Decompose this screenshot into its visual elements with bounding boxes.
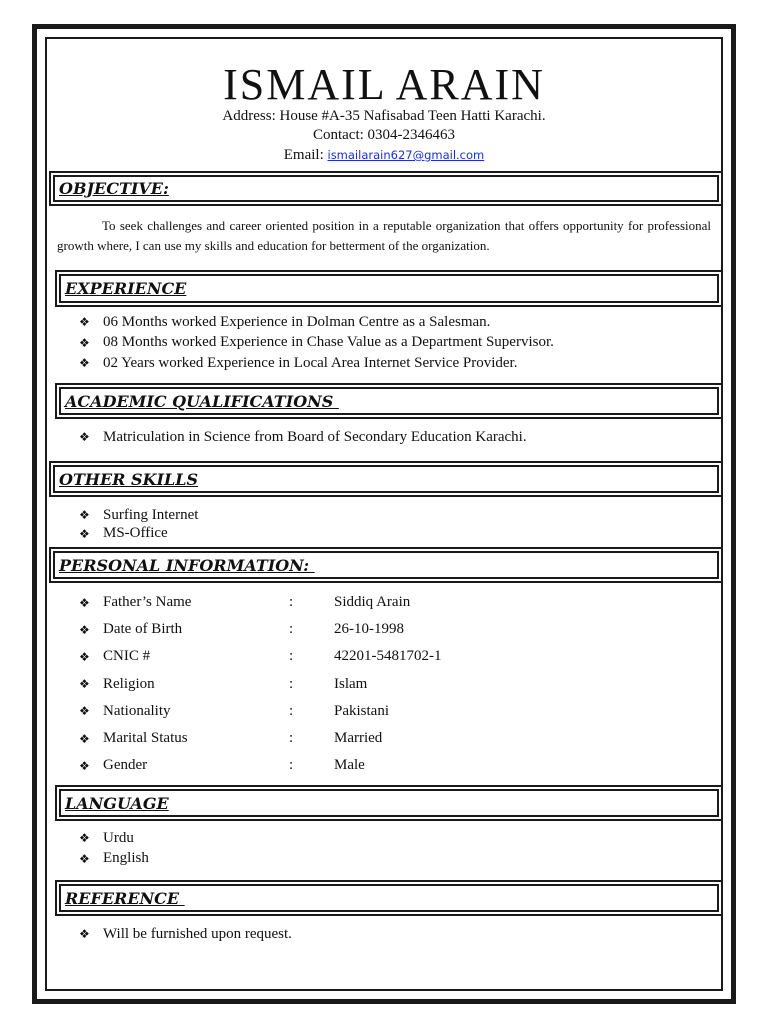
info-label: Nationality xyxy=(103,702,171,719)
list-item: ❖ Will be furnished upon request. xyxy=(79,925,292,942)
email-label: Email: xyxy=(283,147,324,163)
diamond-bullet-icon: ❖ xyxy=(79,927,90,942)
list-item: ❖ Urdu xyxy=(79,829,134,846)
diamond-bullet-icon: ❖ xyxy=(79,622,90,637)
candidate-name: ISMAIL ARAIN xyxy=(223,60,545,109)
list-item: ❖ Surfing Internet xyxy=(79,506,199,523)
email-line xyxy=(37,145,731,165)
diamond-bullet-icon: ❖ xyxy=(79,731,90,746)
diamond-bullet-icon: ❖ xyxy=(79,677,90,692)
skills-header xyxy=(49,461,723,497)
info-row: ❖ Gender : Male xyxy=(79,757,365,774)
diamond-bullet-icon: ❖ xyxy=(79,704,90,719)
diamond-bullet-icon: ❖ xyxy=(79,526,90,541)
info-value: Pakistani xyxy=(334,702,389,719)
objective-header xyxy=(49,171,723,206)
list-item: ❖ 08 Months worked Experience in Chase Value as a Department Supervisor. xyxy=(79,334,554,351)
diamond-bullet-icon: ❖ xyxy=(79,356,90,371)
list-item: ❖ MS-Office xyxy=(79,525,168,542)
info-row: ❖ Father’s Name : Siddiq Arain xyxy=(79,594,411,611)
diamond-bullet-icon: ❖ xyxy=(79,508,90,523)
info-value: 42201-5481702-1 xyxy=(334,648,442,665)
experience-title: EXPERIENCE xyxy=(65,279,187,298)
list-item: ❖ English xyxy=(79,850,149,867)
info-row: ❖ Date of Birth : 26-10-1998 xyxy=(79,621,404,638)
info-label: Gender xyxy=(103,757,148,774)
personal-title: PERSONAL INFORMATION: xyxy=(59,555,315,575)
diamond-bullet-icon: ❖ xyxy=(79,335,90,350)
diamond-bullet-icon: ❖ xyxy=(79,430,90,445)
email-link[interactable]: ismailarain627@gmail.com xyxy=(327,148,485,162)
info-row: ❖ Marital Status : Married xyxy=(79,730,383,747)
academic-header xyxy=(55,383,723,419)
info-value: Married xyxy=(334,730,383,747)
info-value: Male xyxy=(334,757,365,774)
reference-header xyxy=(55,880,723,916)
skills-list xyxy=(79,506,711,543)
experience-list xyxy=(79,312,711,374)
info-row: ❖ Nationality : Pakistani xyxy=(79,702,389,719)
address-line: Address: House #A-35 Nafisabad Teen Hatti Karachi. xyxy=(222,108,546,124)
list-item: ❖ 06 Months worked Experience in Dolman Centre as a Salesman. xyxy=(79,313,491,330)
info-row: ❖ Religion : Islam xyxy=(79,675,368,692)
academic-title: ACADEMIC QUALIFICATIONS xyxy=(65,391,339,411)
experience-header xyxy=(55,270,723,307)
personal-header xyxy=(49,547,723,583)
info-value: Islam xyxy=(334,675,368,692)
language-header xyxy=(55,785,723,821)
info-label: Religion xyxy=(103,675,155,692)
language-list xyxy=(79,828,711,869)
info-row: ❖ CNIC # : 42201-5481702-1 xyxy=(79,648,442,665)
language-title: LANGUAGE xyxy=(65,793,169,813)
contact-line: Contact: 0304-2346463 xyxy=(312,127,456,143)
info-value: 26-10-1998 xyxy=(334,621,404,638)
personal-info-table xyxy=(79,589,711,779)
info-label: Father’s Name xyxy=(103,594,192,611)
reference-title: REFERENCE xyxy=(65,888,185,908)
objective-paragraph: To seek challenges and career oriented position in a reputable organization that offers opportunity for professional growth where, I can use my skills and education for betterment of the organization. xyxy=(57,218,711,253)
skills-title: OTHER SKILLS xyxy=(59,469,199,489)
diamond-bullet-icon: ❖ xyxy=(79,315,90,330)
diamond-bullet-icon: ❖ xyxy=(79,595,90,610)
diamond-bullet-icon: ❖ xyxy=(79,851,90,866)
list-item: ❖ Matriculation in Science from Board of Secondary Education Karachi. xyxy=(79,428,527,445)
resume-page xyxy=(32,24,736,1004)
diamond-bullet-icon: ❖ xyxy=(79,649,90,664)
info-value: Siddiq Arain xyxy=(334,594,411,611)
objective-title: OBJECTIVE: xyxy=(59,179,169,198)
info-label: CNIC # xyxy=(103,648,151,665)
info-label: Date of Birth xyxy=(103,621,183,638)
diamond-bullet-icon: ❖ xyxy=(79,831,90,846)
info-label: Marital Status xyxy=(103,730,188,747)
reference-list xyxy=(79,924,711,945)
academic-list xyxy=(79,427,711,448)
diamond-bullet-icon: ❖ xyxy=(79,758,90,773)
objective-text xyxy=(57,216,711,256)
list-item: ❖ 02 Years worked Experience in Local Area Internet Service Provider. xyxy=(79,354,518,371)
